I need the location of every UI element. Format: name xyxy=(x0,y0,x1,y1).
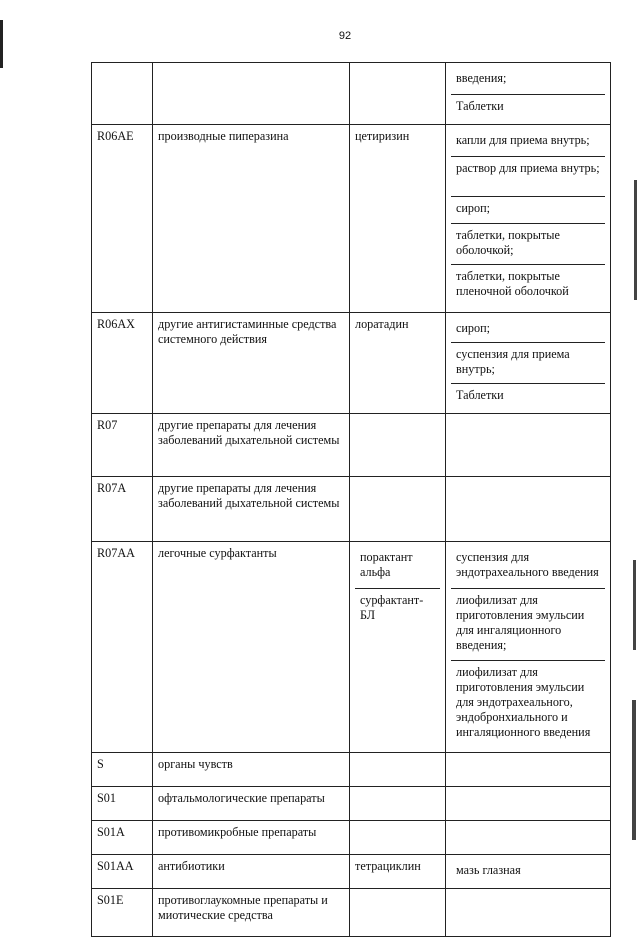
dosage-form: таблетки, покрытые пленочной оболочкой xyxy=(451,264,605,309)
dosage-form: мазь глазная xyxy=(456,863,521,877)
atc-code-cell: S xyxy=(92,753,153,787)
drug-name-cell xyxy=(350,787,446,821)
group-name-cell: офтальмологические препараты xyxy=(153,787,350,821)
scan-edge-mark xyxy=(634,180,637,300)
dosage-form xyxy=(451,825,605,851)
drug-name-cell: лоратадин xyxy=(350,313,446,414)
dosage-form: Таблетки xyxy=(451,383,605,410)
drug-classification-table xyxy=(91,62,611,937)
scan-edge-mark xyxy=(633,560,636,650)
dosage-form: таблетки, покрытые оболочкой; xyxy=(451,223,605,264)
dosage-forms-cell xyxy=(446,855,611,889)
dosage-forms-cell xyxy=(446,821,611,855)
atc-code-cell: S01AA xyxy=(92,855,153,889)
dosage-form xyxy=(451,791,605,817)
drug-name: порактант альфа xyxy=(360,550,413,579)
drug-name-cell xyxy=(350,821,446,855)
atc-code-cell: R07AA xyxy=(92,542,153,753)
table-row xyxy=(92,542,611,753)
atc-code-cell: S01A xyxy=(92,821,153,855)
dosage-form xyxy=(451,757,605,783)
dosage-forms-cell xyxy=(446,542,611,753)
group-name-cell: противомикробные препараты xyxy=(153,821,350,855)
atc-code-cell: S01E xyxy=(92,889,153,937)
drug-name: сурфактант-БЛ xyxy=(355,588,440,748)
table-row xyxy=(92,889,611,937)
drug-name-cell xyxy=(350,753,446,787)
table-row xyxy=(92,855,611,889)
group-name-cell: органы чувств xyxy=(153,753,350,787)
dosage-forms-cell xyxy=(446,753,611,787)
drug-name-cell xyxy=(350,542,446,753)
table-row xyxy=(92,313,611,414)
group-name-cell: другие препараты для лечения заболеваний дыхательной системы xyxy=(153,414,350,477)
table-row xyxy=(92,125,611,313)
group-name-cell xyxy=(153,63,350,125)
drug-name-cell xyxy=(350,889,446,937)
dosage-form: сироп; xyxy=(451,196,605,223)
group-name-cell: антибиотики xyxy=(153,855,350,889)
dosage-forms-cell xyxy=(446,313,611,414)
atc-code-cell: S01 xyxy=(92,787,153,821)
atc-code-cell xyxy=(92,63,153,125)
atc-code-cell: R07 xyxy=(92,414,153,477)
table-row xyxy=(92,787,611,821)
dosage-form: лиофилизат для приготовления эмульсии для эндотрахеального, эндобронхиального и ингаляционного введения xyxy=(451,660,605,749)
table-row xyxy=(92,63,611,125)
table-row xyxy=(92,477,611,542)
dosage-form: раствор для приема внутрь; xyxy=(451,156,605,196)
dosage-forms-cell xyxy=(446,125,611,313)
drug-name-cell xyxy=(350,477,446,542)
group-name-cell: другие препараты для лечения заболеваний дыхательной системы xyxy=(153,477,350,542)
page-number: 92 xyxy=(338,30,352,42)
group-name-cell: противоглаукомные препараты и миотические средства xyxy=(153,889,350,937)
table-row xyxy=(92,821,611,855)
dosage-form: введения; xyxy=(456,71,507,85)
dosage-form: лиофилизат для приготовления эмульсии для ингаляционного введения; xyxy=(451,588,605,660)
dosage-form xyxy=(451,481,605,538)
dosage-form: капли для приема внутрь; xyxy=(456,133,590,147)
dosage-forms-cell xyxy=(446,477,611,542)
atc-code-cell: R06AX xyxy=(92,313,153,414)
scan-edge-mark xyxy=(0,20,3,68)
dosage-forms-cell xyxy=(446,787,611,821)
drug-name-cell xyxy=(350,414,446,477)
dosage-form: суспензия для приема внутрь; xyxy=(451,342,605,383)
group-name-cell: производные пиперазина xyxy=(153,125,350,313)
dosage-forms-cell xyxy=(446,889,611,937)
dosage-form xyxy=(451,893,605,933)
dosage-forms-cell xyxy=(446,414,611,477)
atc-code-cell: R07A xyxy=(92,477,153,542)
drug-name-cell: тетрациклин xyxy=(350,855,446,889)
dosage-form xyxy=(451,418,605,473)
atc-code-cell: R06AE xyxy=(92,125,153,313)
group-name-cell: другие антигистаминные средства системного действия xyxy=(153,313,350,414)
dosage-form: суспензия для эндотрахеального введения xyxy=(456,550,599,579)
drug-name-cell xyxy=(350,63,446,125)
table-row xyxy=(92,753,611,787)
scan-edge-mark xyxy=(632,700,636,840)
group-name-cell: легочные сурфактанты xyxy=(153,542,350,753)
dosage-forms-cell xyxy=(446,63,611,125)
drug-name-cell: цетиризин xyxy=(350,125,446,313)
dosage-form: Таблетки xyxy=(451,94,605,121)
dosage-form: сироп; xyxy=(456,321,491,335)
table-row xyxy=(92,414,611,477)
